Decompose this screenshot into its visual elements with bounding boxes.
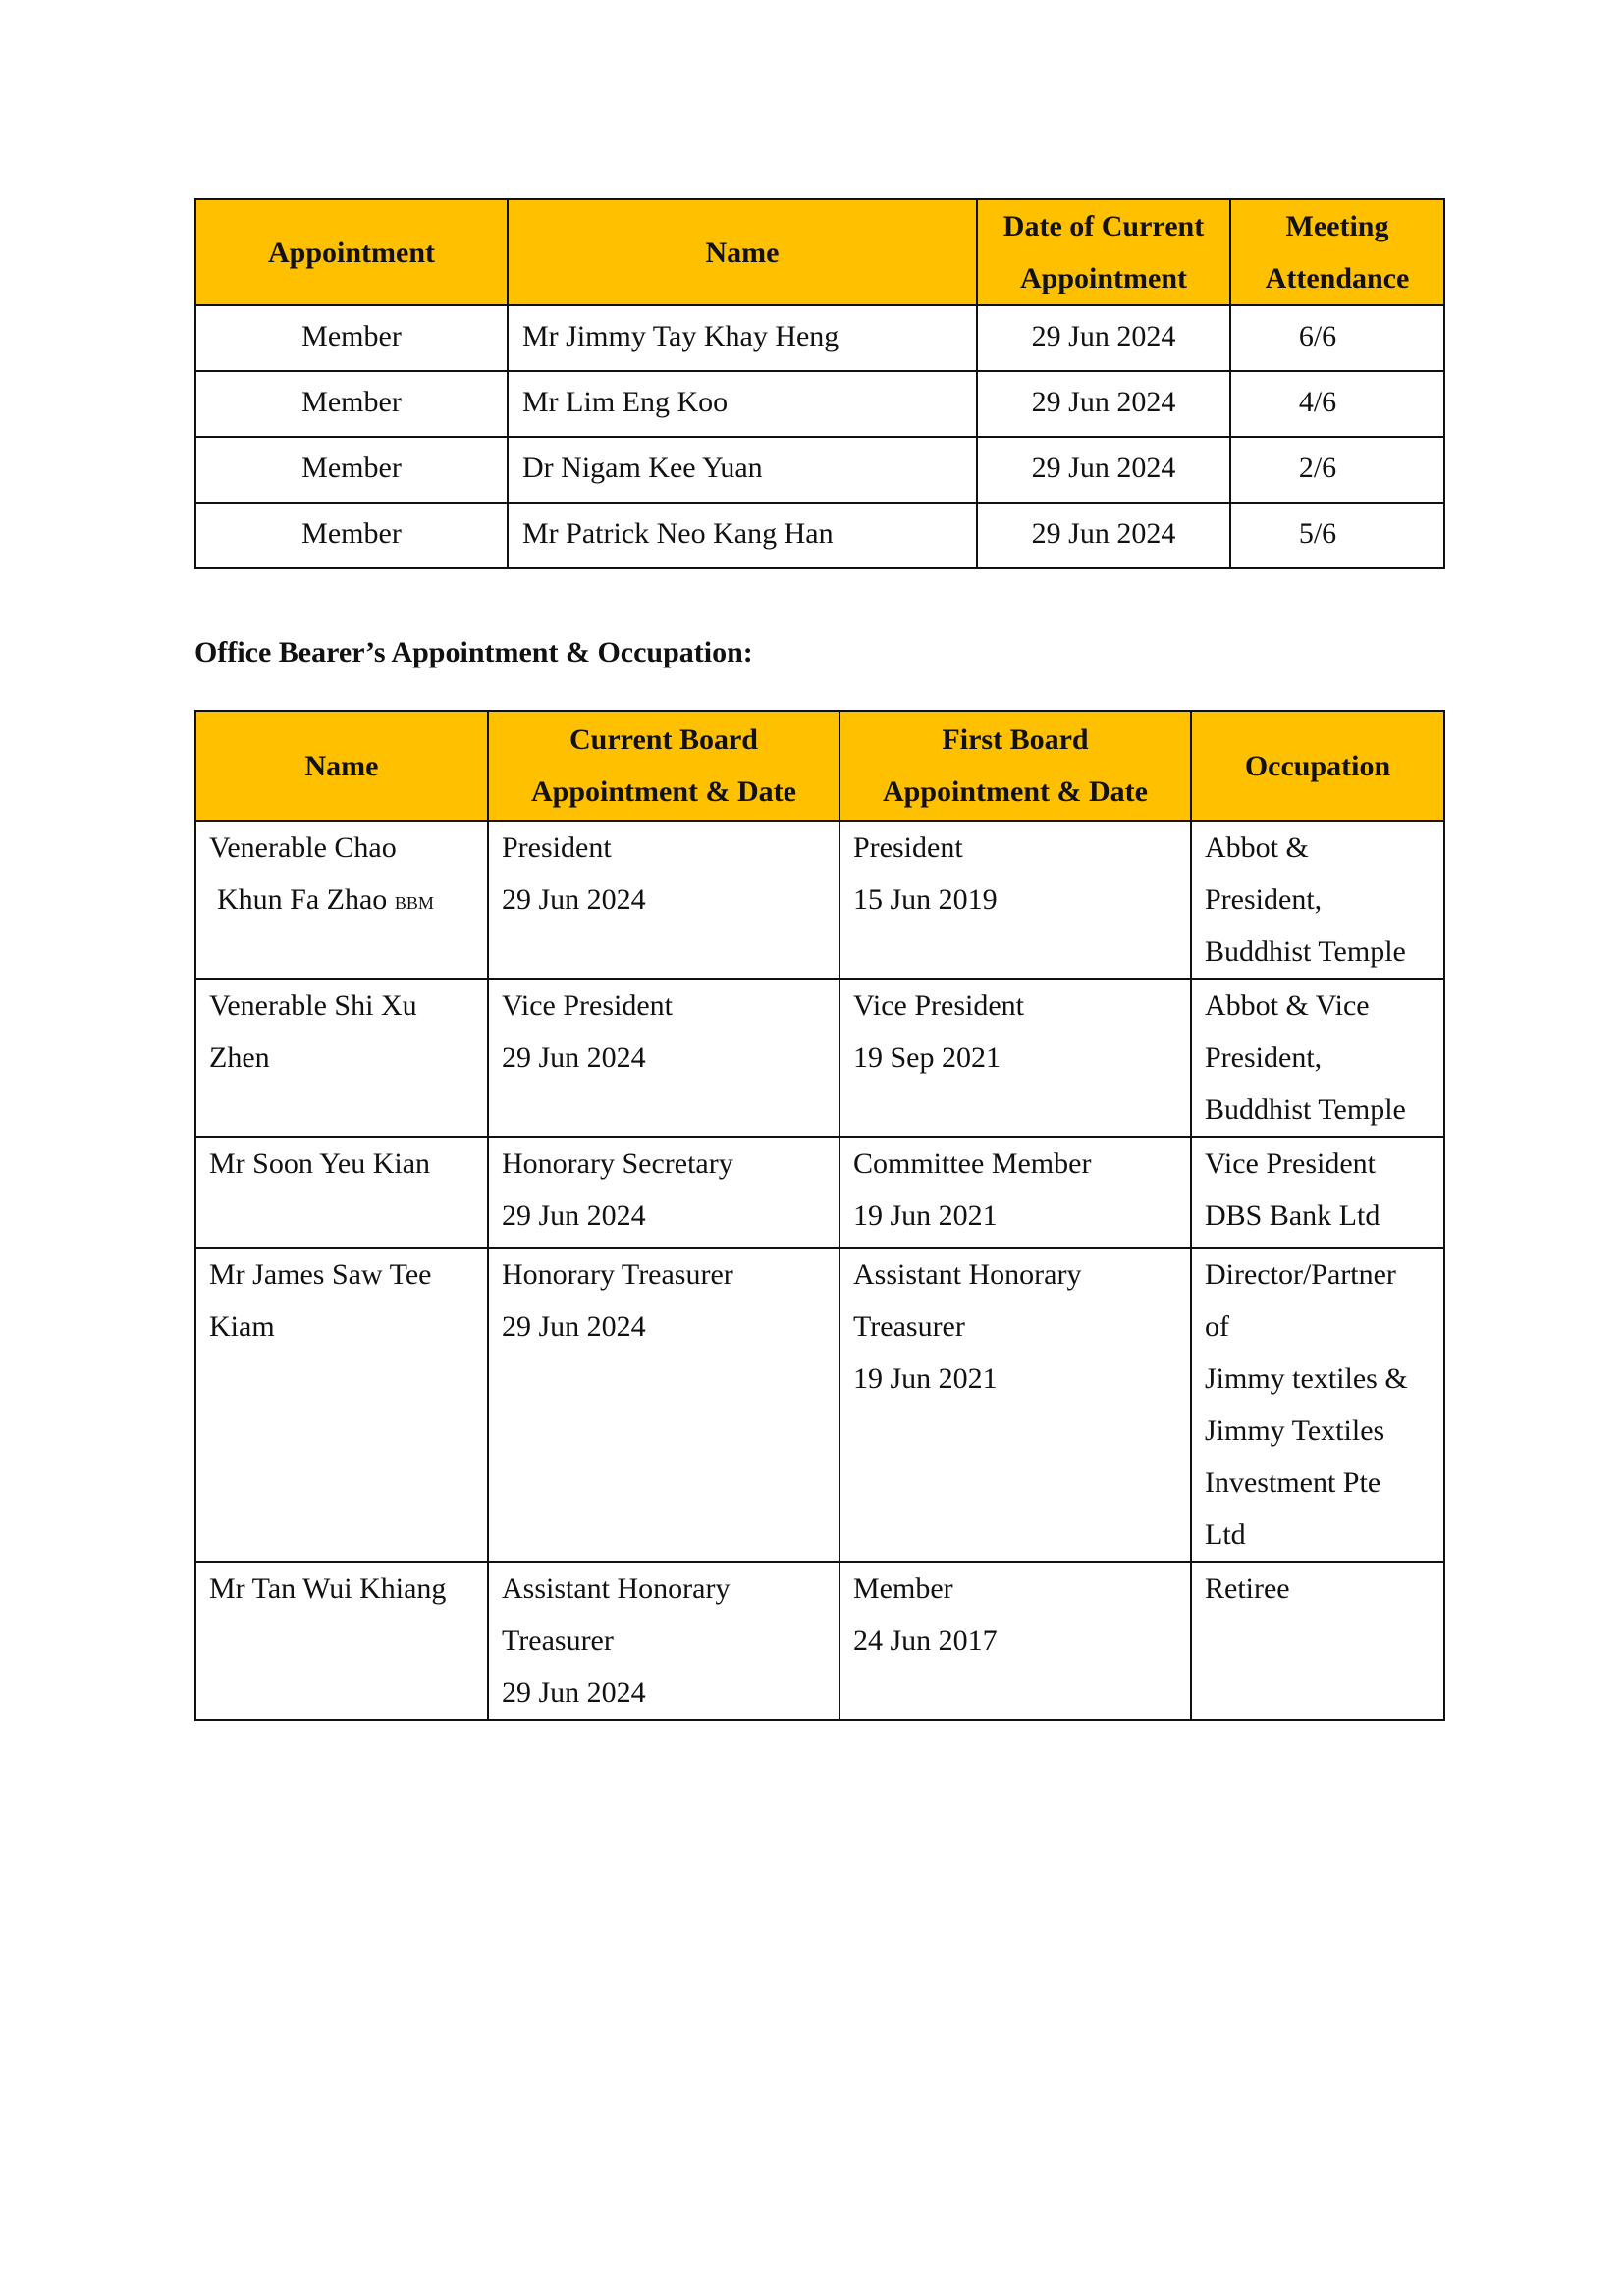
header-date-of-current-appointment: Date of Current Appointment <box>977 199 1230 305</box>
table-row <box>195 1562 1444 1720</box>
occupation-cell: Abbot & President, Buddhist Temple <box>1191 821 1444 979</box>
attendance-cell: 5/6 <box>1230 503 1444 568</box>
table-row <box>195 979 1444 1137</box>
date-cell: 29 Jun 2024 <box>977 503 1230 568</box>
appointment-cell: Member <box>195 305 508 371</box>
header-current-board-appointment: Current Board Appointment & Date <box>488 711 839 821</box>
appointment-cell: Member <box>195 371 508 437</box>
current-appointment-cell: Vice President 29 Jun 2024 <box>488 979 839 1137</box>
occupation-cell: Abbot & Vice President, Buddhist Temple <box>1191 979 1444 1137</box>
table-row <box>195 1248 1444 1562</box>
table-row <box>195 821 1444 979</box>
name-cell: Mr Lim Eng Koo <box>508 371 977 437</box>
first-appointment-cell: Member 24 Jun 2017 <box>839 1562 1191 1720</box>
section-heading-office-bearers: Office Bearer’s Appointment & Occupation: <box>194 636 753 668</box>
honour-suffix: BBM <box>394 893 434 913</box>
current-appointment-cell: Honorary Secretary 29 Jun 2024 <box>488 1137 839 1248</box>
meeting-attendance-table <box>194 198 1445 569</box>
name-cell: Venerable Chao Khun Fa Zhao BBM <box>195 821 488 979</box>
current-appointment-cell: Honorary Treasurer 29 Jun 2024 <box>488 1248 839 1562</box>
table-row <box>195 305 1444 371</box>
first-appointment-cell: Committee Member 19 Jun 2021 <box>839 1137 1191 1248</box>
attendance-cell: 4/6 <box>1230 371 1444 437</box>
first-appointment-cell: Vice President 19 Sep 2021 <box>839 979 1191 1137</box>
table-row <box>195 437 1444 503</box>
appointment-cell: Member <box>195 503 508 568</box>
header-meeting-attendance: Meeting Attendance <box>1230 199 1444 305</box>
current-appointment-cell: President 29 Jun 2024 <box>488 821 839 979</box>
name-cell: Dr Nigam Kee Yuan <box>508 437 977 503</box>
occupation-cell: Director/Partner of Jimmy textiles & Jimmy Textiles Investment Pte Ltd <box>1191 1248 1444 1562</box>
table-row <box>195 503 1444 568</box>
table-header-row <box>195 711 1444 821</box>
appointment-cell: Member <box>195 437 508 503</box>
table-row <box>195 1137 1444 1248</box>
header-first-board-appointment: First Board Appointment & Date <box>839 711 1191 821</box>
date-cell: 29 Jun 2024 <box>977 371 1230 437</box>
header-occupation: Occupation <box>1191 711 1444 821</box>
name-cell: Venerable Shi Xu Zhen <box>195 979 488 1137</box>
current-appointment-cell: Assistant Honorary Treasurer 29 Jun 2024 <box>488 1562 839 1720</box>
attendance-cell: 6/6 <box>1230 305 1444 371</box>
name-cell: Mr James Saw Tee Kiam <box>195 1248 488 1562</box>
name-cell: Mr Jimmy Tay Khay Heng <box>508 305 977 371</box>
date-cell: 29 Jun 2024 <box>977 305 1230 371</box>
header-appointment: Appointment <box>195 199 508 305</box>
name-cell: Mr Soon Yeu Kian <box>195 1137 488 1248</box>
first-appointment-cell: Assistant Honorary Treasurer 19 Jun 2021 <box>839 1248 1191 1562</box>
date-cell: 29 Jun 2024 <box>977 437 1230 503</box>
office-bearers-table <box>194 710 1445 1721</box>
attendance-cell: 2/6 <box>1230 437 1444 503</box>
first-appointment-cell: President 15 Jun 2019 <box>839 821 1191 979</box>
name-cell: Mr Patrick Neo Kang Han <box>508 503 977 568</box>
table-header-row <box>195 199 1444 305</box>
header-name: Name <box>508 199 977 305</box>
header-name: Name <box>195 711 488 821</box>
table-row <box>195 371 1444 437</box>
occupation-cell: Retiree <box>1191 1562 1444 1720</box>
name-cell: Mr Tan Wui Khiang <box>195 1562 488 1720</box>
occupation-cell: Vice President DBS Bank Ltd <box>1191 1137 1444 1248</box>
